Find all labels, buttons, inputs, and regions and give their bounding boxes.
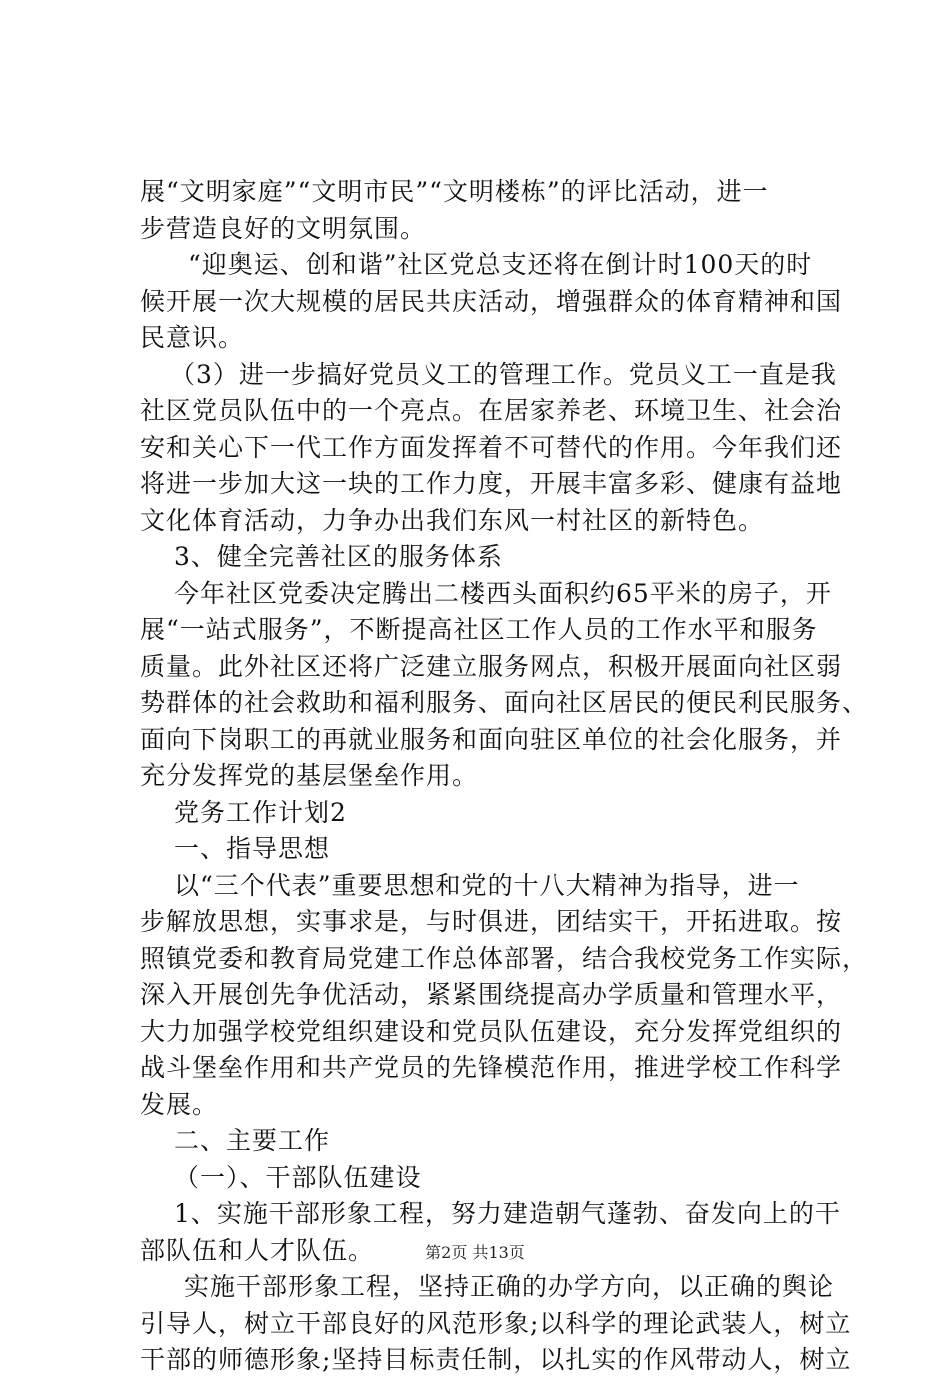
paragraph-line: 照镇党委和教育局党建工作总体部署，结合我校党务工作实际， [140,944,869,973]
paragraph-line: 引导人，树立干部良好的风范形象;以科学的理论武装人，树立 [140,1309,852,1338]
paragraph-line: 民意识。 [140,323,245,352]
paragraph-line: 质量。此外社区还将广泛建立服务网点，积极开展面向社区弱 [140,652,843,681]
paragraph-line: 以“三个代表”重要思想和党的十八大精神为指导，进一 [174,871,800,900]
paragraph-line: 实施干部形象工程，坚持正确的办学方向，以正确的舆论 [184,1272,835,1301]
paragraph-line: 展“文明家庭”“文明市民”“文明楼栋”的评比活动，进一 [140,177,769,206]
paragraph-line: 展“一站式服务”，不断提高社区工作人员的工作水平和服务 [140,615,818,644]
paragraph-line: 文化体育活动，力争办出我们东风一村社区的新特色。 [140,506,765,535]
section-heading: 3、健全完善社区的服务体系 [174,542,503,571]
paragraph-line: （3）进一步搞好党员义工的管理工作。党员义工一直是我 [170,360,837,389]
paragraph-line: 大力加强学校党组织建设和党员队伍建设，充分发挥党组织的 [140,1017,843,1046]
paragraph-line: 步解放思想，实事求是，与时俱进，团结实干，开拓进取。按 [140,907,843,936]
paragraph-line: 面向下岗职工的再就业服务和面向驻区单位的社会化服务，并 [140,725,843,754]
paragraph-line: 将进一步加大这一块的工作力度，开展丰富多彩、健康有益地 [140,469,843,498]
paragraph-line: 战斗堡垒作用和共产党员的先锋模范作用，推进学校工作科学 [140,1053,843,1082]
paragraph-line: “迎奥运、创和谐”社区党总支还将在倒计时100天的时 [188,250,813,279]
paragraph-line: 深入开展创先争优活动，紧紧围绕提高办学质量和管理水平， [140,980,843,1009]
paragraph-line: 候开展一次大规模的居民共庆活动，增强群众的体育精神和国 [140,287,843,316]
paragraph-line: 充分发挥党的基层堡垒作用。 [140,761,479,790]
section-heading: （一）、干部队伍建设 [174,1163,422,1192]
paragraph-line: 社区党员队伍中的一个亮点。在居家养老、环境卫生、社会治 [140,396,843,425]
section-heading: 二、主要工作 [174,1126,331,1155]
paragraph-line: 发展。 [140,1090,219,1119]
paragraph-line: 干部的师德形象;坚持目标责任制，以扎实的作风带动人，树立 [140,1345,852,1374]
paragraph-line: 安和关心下一代工作方面发挥着不可替代的作用。今年我们还 [140,433,843,462]
paragraph-line: 势群体的社会救助和福利服务、面向社区居民的便民利民服务、 [140,688,869,717]
section-heading: 党务工作计划2 [174,798,347,827]
paragraph-line: 今年社区党委决定腾出二楼西头面积约65平米的房子，开 [174,579,832,608]
paragraph-line: 部队伍和人才队伍。 [140,1236,375,1265]
section-heading: 一、指导思想 [174,834,331,863]
paragraph-line: 步营造良好的文明氛围。 [140,214,427,243]
paragraph-line: 1、实施干部形象工程，努力建造朝气蓬勃、奋发向上的干 [174,1199,841,1228]
page-number: 第2页 共13页 [425,1243,525,1262]
